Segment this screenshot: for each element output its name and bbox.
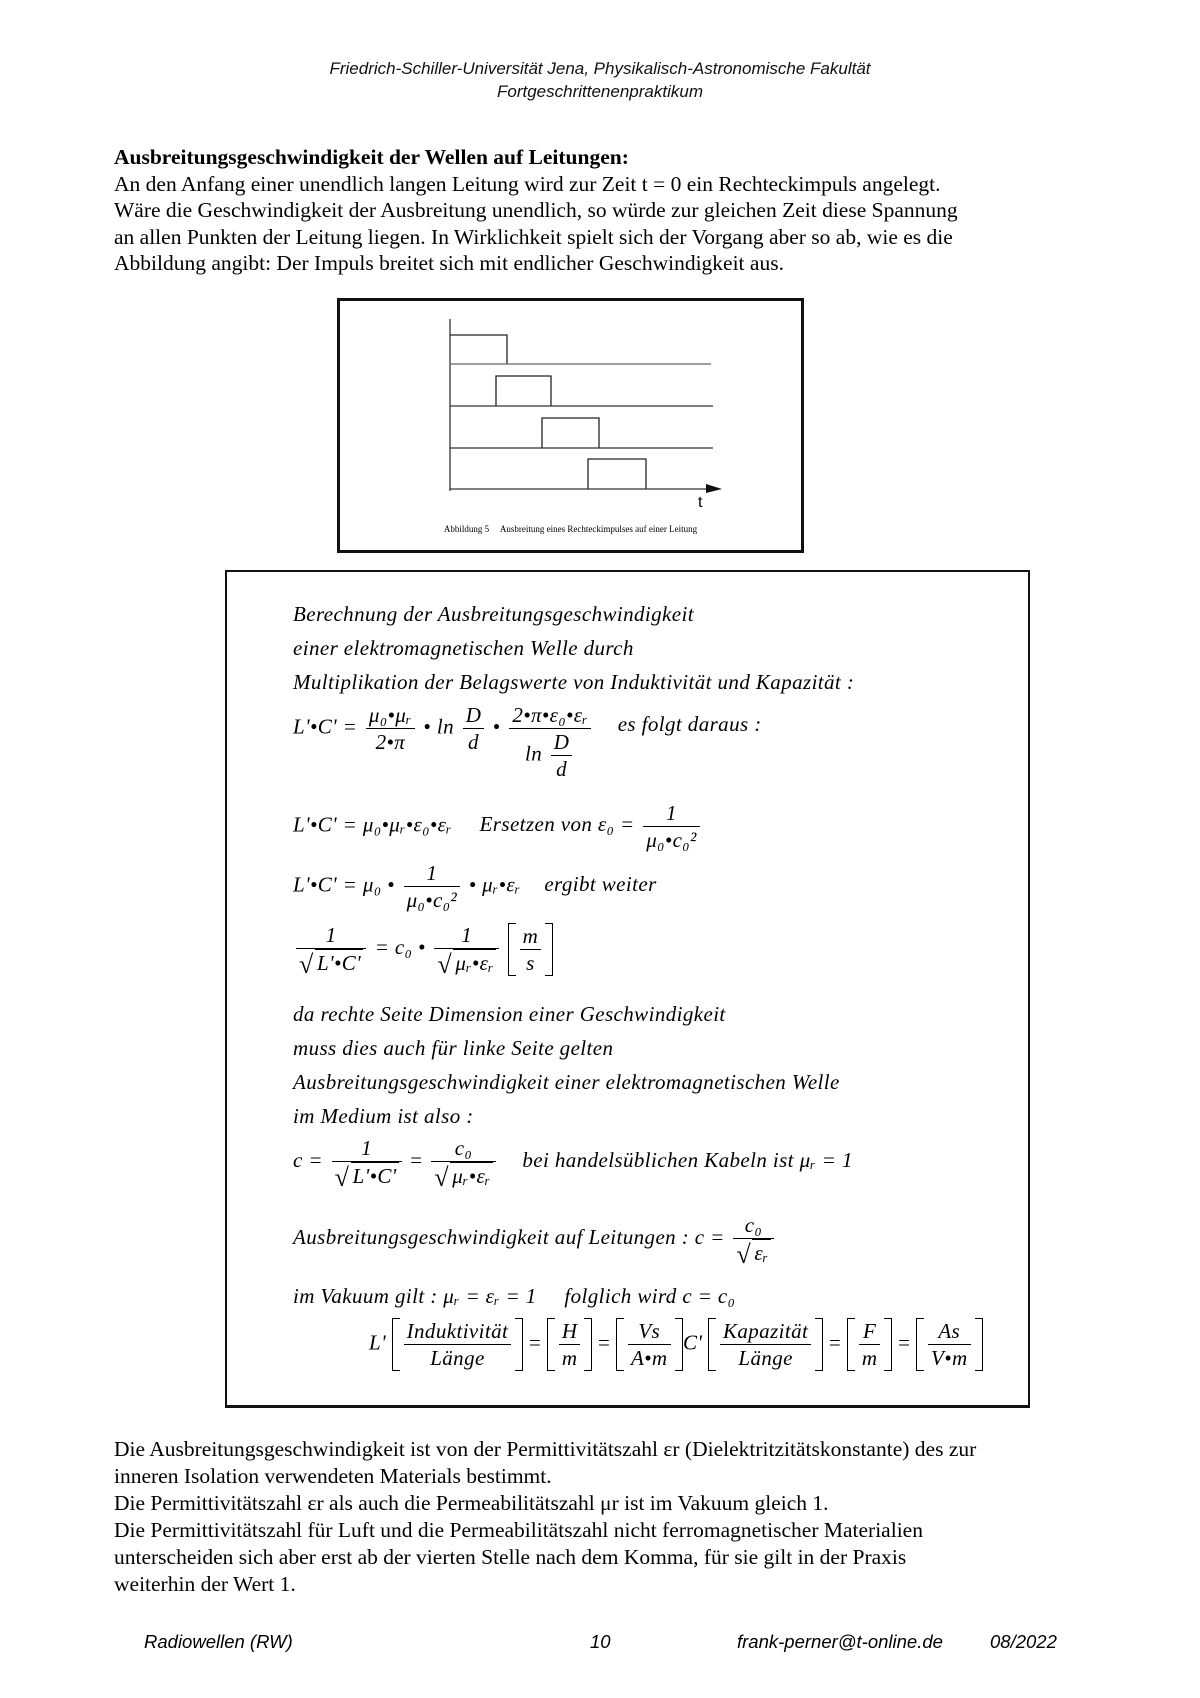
text-line: muss dies auch für linke Seite gelten bbox=[293, 1036, 614, 1060]
paragraph-line: An den Anfang einer unendlich langen Leitung wird zur Zeit t = 0 ein Rechteckimpuls angelegt. bbox=[114, 171, 941, 196]
equation-2: L'•C' = μ₀•μᵣ•ε₀•εᵣ Ersetzen von ε₀ = $\frac{1}{\text{μ₀•c₀²}}$ bbox=[293, 800, 703, 853]
figure-caption bbox=[340, 524, 801, 534]
closing-line: unterscheiden sich aber erst ab der vierten Stelle nach dem Komma, für sie gilt in der Praxis bbox=[114, 1545, 907, 1569]
closing-line: Die Permittivitätszahl εr als auch die Permeabilitätszahl μr ist im Vakuum gleich 1. bbox=[114, 1491, 829, 1515]
caption-number: Abbildung 5 bbox=[443, 524, 490, 534]
figure-pulse-propagation bbox=[337, 298, 804, 553]
section bbox=[114, 144, 1094, 277]
pulse-3 bbox=[542, 418, 599, 448]
equation-5: c = 1 √ L'•C' = c₀ √ μᵣ•εᵣ bei handelsüblichen Kabeln ist μᵣ = 1 bbox=[293, 1135, 853, 1189]
paragraph-line: Wäre die Geschwindigkeit der Ausbreitung unendlich, so würde zur gleichen Zeit diese Spannung bbox=[114, 198, 958, 222]
equation-6: Ausbreitungsgeschwindigkeit auf Leitungen : c = c₀ √ εᵣ bbox=[293, 1212, 777, 1266]
section-heading: Ausbreitungsgeschwindigkeit der Wellen auf Leitungen: bbox=[114, 145, 629, 169]
units-inductance: L' $\frac{\text{Induktivität}}{\text{Länge}}$ = $\frac{H}{m}$ = $\frac{Vs}{A•m}$ bbox=[369, 1318, 683, 1371]
intro-line: einer elektromagnetischen Welle durch bbox=[293, 636, 634, 660]
text-line: Ausbreitungsgeschwindigkeit einer elektromagnetischen Welle bbox=[293, 1070, 840, 1094]
units-capacitance: C' $\frac{\text{Kapazität}}{\text{Länge}}$ = $\frac{F}{m}$ = $\frac{As}{V•m}$ bbox=[683, 1318, 983, 1371]
footer-page-number: 10 bbox=[590, 1631, 611, 1652]
pulse-2 bbox=[496, 376, 551, 406]
paragraph-line: an allen Punkten der Leitung liegen. In Wirklichkeit spielt sich der Vorgang aber so ab, wie es die bbox=[114, 224, 953, 249]
equation-7: im Vakuum gilt : μᵣ = εᵣ = 1 folglich wird c = c₀ bbox=[293, 1284, 736, 1308]
derivation-box bbox=[225, 570, 1030, 1408]
intro-line: Berechnung der Ausbreitungsgeschwindigkeit bbox=[293, 602, 694, 626]
arrow-head-icon bbox=[706, 484, 722, 493]
pulse-diagram bbox=[340, 301, 801, 550]
equation-1: L'•C' = $\frac{\text{μ₀•μᵣ}}{2•\pi}$ • ln $\frac{D}{d}$ • 2•π•ε₀•εᵣ ln $\frac{D}{d}$ es folgt daraus : bbox=[293, 703, 762, 781]
pulse-4 bbox=[588, 459, 646, 489]
footer-title: Radiowellen (RW) bbox=[144, 1631, 293, 1652]
caption-text: Ausbreitung eines Rechteckimpulses auf einer Leitung bbox=[499, 524, 698, 534]
header-institution: Friedrich-Schiller-Universität Jena, Physikalisch-Astronomische Fakultät bbox=[329, 59, 871, 78]
closing-paragraph bbox=[114, 1436, 1094, 1598]
text-line: da rechte Seite Dimension einer Geschwindigkeit bbox=[293, 1002, 726, 1026]
footer-date: 08/2022 bbox=[990, 1631, 1057, 1652]
header-course: Fortgeschrittenenpraktikum bbox=[497, 82, 703, 101]
closing-line: inneren Isolation verwendeten Materials bestimmt. bbox=[114, 1464, 552, 1488]
unit-bracket: $\frac{m}{s}$ bbox=[508, 923, 554, 976]
pulse-1 bbox=[450, 335, 507, 364]
text-line: im Medium ist also : bbox=[293, 1104, 474, 1128]
equation-3: L'•C' = μ₀ • $\frac{1}{\text{μ₀•c₀²}}$ • μᵣ•εᵣ ergibt weiter bbox=[293, 861, 657, 912]
paragraph-line: Abbildung angibt: Der Impuls breitet sich mit endlicher Geschwindigkeit aus. bbox=[114, 251, 784, 275]
axis-label-t: t bbox=[698, 494, 703, 511]
footer-email: frank-perner@t-online.de bbox=[737, 1631, 943, 1652]
intro-line: Multiplikation der Belagswerte von Induktivität und Kapazität : bbox=[293, 670, 855, 694]
closing-line: Die Ausbreitungsgeschwindigkeit ist von der Permittivitätszahl εr (Dielektritzitätskonstante) des zur bbox=[114, 1437, 977, 1461]
closing-line: weiterhin der Wert 1. bbox=[114, 1572, 296, 1596]
closing-line: Die Permittivitätszahl für Luft und die Permeabilitätszahl nicht ferromagnetischer Materialien bbox=[114, 1518, 923, 1542]
equation-4: 1 √ L'•C' = c₀ • 1 √ μᵣ•εᵣ $\frac{m}{s}$ bbox=[293, 922, 553, 976]
